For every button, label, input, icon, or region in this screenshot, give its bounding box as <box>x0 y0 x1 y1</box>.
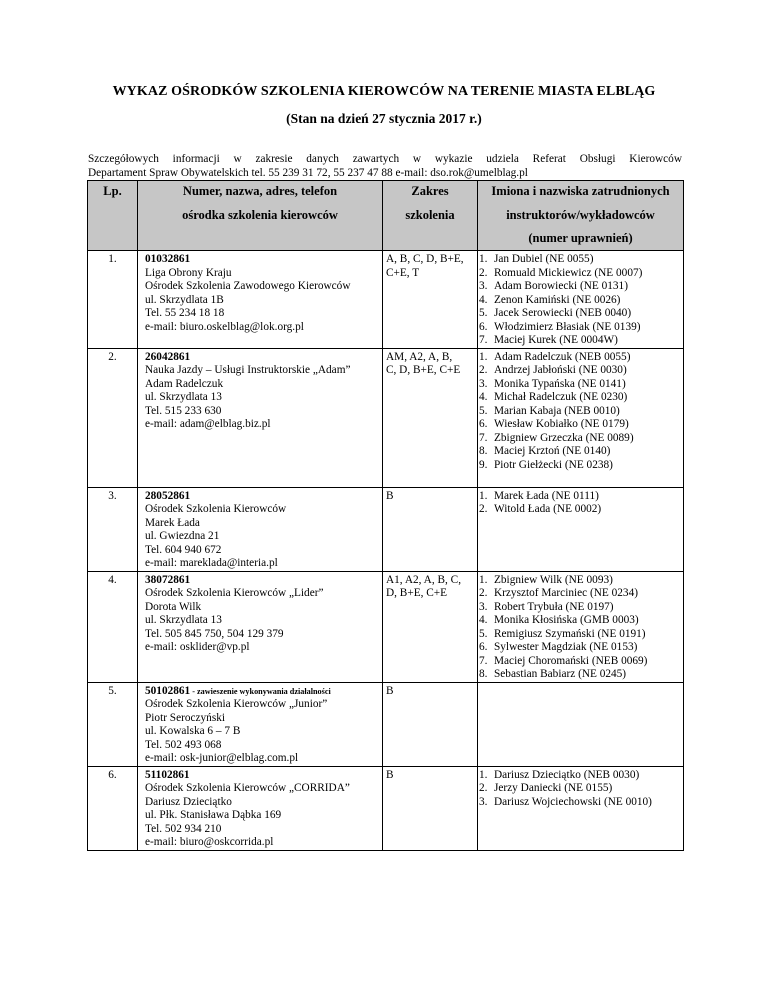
row-number: 4. <box>88 571 138 682</box>
suspension-note: - zawieszenie wykonywania działalności <box>190 686 331 696</box>
instructor-number: 6. <box>479 418 488 430</box>
osk-details <box>138 348 383 487</box>
instructor-item <box>479 378 681 392</box>
instructor-item <box>479 574 681 588</box>
osk-detail-line: ul. Skrzydlata 13 <box>145 391 222 403</box>
instructor-item <box>479 668 681 682</box>
osk-code: 38072861 <box>145 573 191 586</box>
table-row <box>88 348 684 487</box>
instructor-name: Andrzej Jabłoński (NE 0030) <box>494 364 627 376</box>
instructor-item <box>479 628 681 642</box>
intro-line-2: Departament Spraw Obywatelskich tel. 55 239 31 72, 55 237 47 88 e-mail: dso.rok@umelblag.pl <box>88 167 528 179</box>
osk-detail-line: Ośrodek Szkolenia Kierowców „CORRIDA” <box>145 782 350 794</box>
instructor-name: Marek Łada (NE 0111) <box>494 489 599 502</box>
instructor-item <box>479 418 681 432</box>
osk-detail-line: Nauka Jazdy – Usługi Instruktorskie „Adam” <box>145 364 351 376</box>
instructors-cell <box>478 766 684 850</box>
instructor-item <box>479 614 681 628</box>
scope-line: A, B, C, D, B+E, <box>386 253 464 265</box>
training-scope <box>383 571 478 682</box>
instructor-name: Monika Typańska (NE 0141) <box>494 377 626 390</box>
osk-detail-line: Dariusz Dzieciątko <box>145 795 232 808</box>
instructor-name: Maciej Kurek (NE 0004W) <box>494 334 618 346</box>
intro-paragraph <box>88 152 682 180</box>
osk-code: 26042861 <box>145 350 191 363</box>
osk-detail-line: ul. Płk. Stanisława Dąbka 169 <box>145 809 282 821</box>
instructor-item <box>479 641 681 655</box>
osk-code: 50102861 <box>145 684 191 697</box>
instructor-number: 7. <box>479 431 488 444</box>
osk-detail-line: ul. Gwiezdna 21 <box>145 530 220 542</box>
instructor-number: 1. <box>479 573 488 586</box>
instructor-number: 8. <box>479 445 488 457</box>
instructor-item <box>479 307 681 321</box>
instructor-name: Jan Dubiel (NE 0055) <box>494 253 594 265</box>
osk-detail-line: Tel. 502 934 210 <box>145 822 222 835</box>
document-title: WYKAZ OŚRODKÓW SZKOLENIA KIEROWCÓW NA TERENIE MIASTA ELBLĄG <box>112 84 656 99</box>
osk-detail-line: Tel. 505 845 750, 504 129 379 <box>145 627 284 640</box>
instructor-number: 7. <box>479 334 488 346</box>
instructor-number: 4. <box>479 293 488 306</box>
osk-details <box>138 766 383 850</box>
instructor-number: 2. <box>479 587 488 599</box>
instructor-item <box>479 321 681 335</box>
instructors-cell <box>478 251 684 349</box>
scope-line: A1, A2, A, B, C, <box>386 573 462 586</box>
instructors-cell <box>478 682 684 766</box>
table-row <box>88 766 684 850</box>
table-row <box>88 682 684 766</box>
osk-details <box>138 251 383 349</box>
osk-detail-line: ul. Skrzydlata 1B <box>145 293 224 306</box>
instructor-number: 8. <box>479 668 488 680</box>
table-body <box>88 251 684 851</box>
scope-line: B <box>386 768 394 781</box>
instructor-name: Michał Radelczuk (NE 0230) <box>494 391 628 403</box>
header-osk: Numer, nazwa, adres, telefon ośrodka szkolenia kierowców <box>138 181 383 251</box>
osk-detail-line: Piotr Seroczyński <box>145 711 226 724</box>
table-header-row <box>88 181 684 251</box>
instructor-item <box>479 769 681 783</box>
osk-detail-line: e-mail: biuro.oskelblag@lok.org.pl <box>145 320 304 333</box>
instructor-number: 1. <box>479 253 488 265</box>
training-scope <box>383 251 478 349</box>
training-scope <box>383 348 478 487</box>
osk-details <box>138 487 383 571</box>
intro-line-1: Szczegółowych informacji w zakresie danych zawartych w wykazie udziela Referat Obsługi Kierowców <box>88 153 682 165</box>
instructors-cell <box>478 487 684 571</box>
instructor-name: Jerzy Daniecki (NE 0155) <box>494 782 613 794</box>
instructor-number: 4. <box>479 614 488 626</box>
osk-detail-line: Liga Obrony Kraju <box>145 266 232 279</box>
table-row <box>88 251 684 349</box>
instructor-item <box>479 459 681 473</box>
instructor-list <box>479 769 681 810</box>
instructor-name: Wiesław Kobiałko (NE 0179) <box>494 418 629 430</box>
osk-detail-line: Adam Radelczuk <box>145 377 224 390</box>
osk-code: 28052861 <box>145 489 191 502</box>
instructor-number: 2. <box>479 503 488 515</box>
instructor-item <box>479 253 681 267</box>
instructor-name: Zenon Kamiński (NE 0026) <box>494 293 621 306</box>
instructor-item <box>479 655 681 669</box>
instructor-name: Piotr Giełżecki (NE 0238) <box>494 458 613 471</box>
instructor-number: 5. <box>479 627 488 640</box>
osk-detail-line: Tel. 604 940 672 <box>145 543 222 556</box>
instructor-number: 7. <box>479 654 488 667</box>
document-subtitle: (Stan na dzień 27 stycznia 2017 r.) <box>286 111 482 126</box>
osk-detail-line: e-mail: biuro@oskcorrida.pl <box>145 836 274 848</box>
instructor-number: 3. <box>479 377 488 390</box>
instructor-item <box>479 782 681 796</box>
osk-code-line <box>145 253 378 267</box>
instructor-item <box>479 294 681 308</box>
instructor-number: 1. <box>479 489 488 502</box>
instructor-name: Robert Trybuła (NE 0197) <box>494 600 614 613</box>
osk-code-line <box>145 351 378 365</box>
instructor-number: 3. <box>479 600 488 613</box>
instructor-number: 2. <box>479 266 488 279</box>
instructor-item <box>479 503 681 517</box>
osk-detail-line: Ośrodek Szkolenia Kierowców „Lider” <box>145 587 324 599</box>
training-scope <box>383 487 478 571</box>
row-number: 6. <box>88 766 138 850</box>
scope-line: D, B+E, C+E <box>386 587 448 599</box>
instructor-number: 5. <box>479 404 488 417</box>
osk-details <box>138 682 383 766</box>
instructor-name: Witold Łada (NE 0002) <box>494 503 602 515</box>
instructor-item <box>479 490 681 504</box>
instructor-name: Marian Kabaja (NEB 0010) <box>494 404 620 417</box>
instructor-number: 1. <box>479 350 488 363</box>
instructor-item <box>479 601 681 615</box>
instructor-list <box>479 253 681 348</box>
osk-code-line <box>145 685 378 699</box>
instructor-item <box>479 432 681 446</box>
osk-code-line <box>145 769 378 783</box>
instructor-item <box>479 364 681 378</box>
osk-detail-line: e-mail: osk-junior@elblag.com.pl <box>145 752 299 764</box>
instructors-cell <box>478 571 684 682</box>
osk-details <box>138 571 383 682</box>
osk-detail-line: Marek Łada <box>145 516 200 529</box>
header-zakres: Zakres szkolenia <box>383 181 478 251</box>
instructor-name: Adam Radelczuk (NEB 0055) <box>494 350 631 363</box>
instructor-number: 5. <box>479 307 488 319</box>
osk-detail-line: Ośrodek Szkolenia Zawodowego Kierowców <box>145 280 351 292</box>
instructor-item <box>479 391 681 405</box>
scope-line: C, D, B+E, C+E <box>386 364 461 376</box>
osk-code-line <box>145 574 378 588</box>
instructor-name: Dariusz Dzieciątko (NEB 0030) <box>494 768 640 781</box>
instructor-name: Remigiusz Szymański (NE 0191) <box>494 627 646 640</box>
instructor-number: 2. <box>479 364 488 376</box>
osk-detail-line: Dorota Wilk <box>145 600 202 613</box>
row-number: 1. <box>88 251 138 349</box>
training-scope <box>383 682 478 766</box>
instructor-name: Sylwester Magdziak (NE 0153) <box>494 641 638 653</box>
osk-detail-line: Ośrodek Szkolenia Kierowców <box>145 503 287 515</box>
instructor-name: Maciej Choromański (NEB 0069) <box>494 654 648 667</box>
osk-detail-line: e-mail: mareklada@interia.pl <box>145 557 278 569</box>
osk-detail-line: ul. Kowalska 6 – 7 B <box>145 725 241 737</box>
osk-detail-line: ul. Skrzydlata 13 <box>145 614 222 626</box>
osk-detail-line: Tel. 515 233 630 <box>145 404 222 417</box>
osk-detail-line: e-mail: osklider@vp.pl <box>145 641 250 653</box>
row-number: 5. <box>88 682 138 766</box>
scope-line: C+E, T <box>386 266 420 279</box>
instructor-name: Maciej Krztoń (NE 0140) <box>494 445 611 457</box>
header-instructors: Imiona i nazwiska zatrudnionych instruktorów/wykładowców (numer uprawnień) <box>478 181 684 251</box>
row-number: 3. <box>88 487 138 571</box>
instructors-cell <box>478 348 684 487</box>
instructor-name: Włodzimierz Błasiak (NE 0139) <box>494 320 641 333</box>
osk-detail-line: Tel. 502 493 068 <box>145 738 222 751</box>
instructor-item <box>479 351 681 365</box>
osk-detail-line: e-mail: adam@elblag.biz.pl <box>145 418 271 430</box>
instructor-name: Krzysztof Marciniec (NE 0234) <box>494 587 638 599</box>
osk-code: 51102861 <box>145 768 190 781</box>
instructor-item <box>479 796 681 810</box>
instructor-number: 6. <box>479 641 488 653</box>
instructor-name: Zbigniew Grzeczka (NE 0089) <box>494 431 634 444</box>
instructor-number: 2. <box>479 782 488 794</box>
instructor-number: 6. <box>479 320 488 333</box>
instructor-item <box>479 334 681 348</box>
instructor-item <box>479 280 681 294</box>
scope-line: B <box>386 684 394 697</box>
osk-detail-line: Ośrodek Szkolenia Kierowców „Junior” <box>145 698 328 710</box>
osk-code-line <box>145 490 378 504</box>
scope-line: AM, A2, A, B, <box>386 350 453 363</box>
instructor-number: 1. <box>479 768 488 781</box>
instructor-name: Dariusz Wojciechowski (NE 0010) <box>494 795 652 808</box>
table-row <box>88 487 684 571</box>
instructor-item <box>479 405 681 419</box>
instructor-list <box>479 351 681 473</box>
instructor-number: 4. <box>479 391 488 403</box>
instructor-number: 3. <box>479 280 488 292</box>
instructor-number: 9. <box>479 458 488 471</box>
instructor-name: Sebastian Babiarz (NE 0245) <box>494 668 627 680</box>
instructor-item <box>479 587 681 601</box>
osk-detail-line: Tel. 55 234 18 18 <box>145 307 225 319</box>
row-number: 2. <box>88 348 138 487</box>
header-lp: Lp. <box>88 181 138 251</box>
instructor-name: Romuald Mickiewicz (NE 0007) <box>494 266 643 279</box>
table-row <box>88 571 684 682</box>
training-scope <box>383 766 478 850</box>
instructor-number: 3. <box>479 795 488 808</box>
instructor-name: Monika Kłosińska (GMB 0003) <box>494 614 639 626</box>
instructor-list <box>479 490 681 517</box>
scope-line: B <box>386 489 394 502</box>
instructor-item <box>479 267 681 281</box>
instructor-name: Adam Borowiecki (NE 0131) <box>494 280 628 292</box>
instructor-list <box>479 574 681 682</box>
instructor-item <box>479 445 681 459</box>
osk-code: 01032861 <box>145 253 191 265</box>
instructor-name: Jacek Serowiecki (NEB 0040) <box>494 307 632 319</box>
instructor-name: Zbigniew Wilk (NE 0093) <box>494 573 613 586</box>
osk-table <box>87 180 684 851</box>
